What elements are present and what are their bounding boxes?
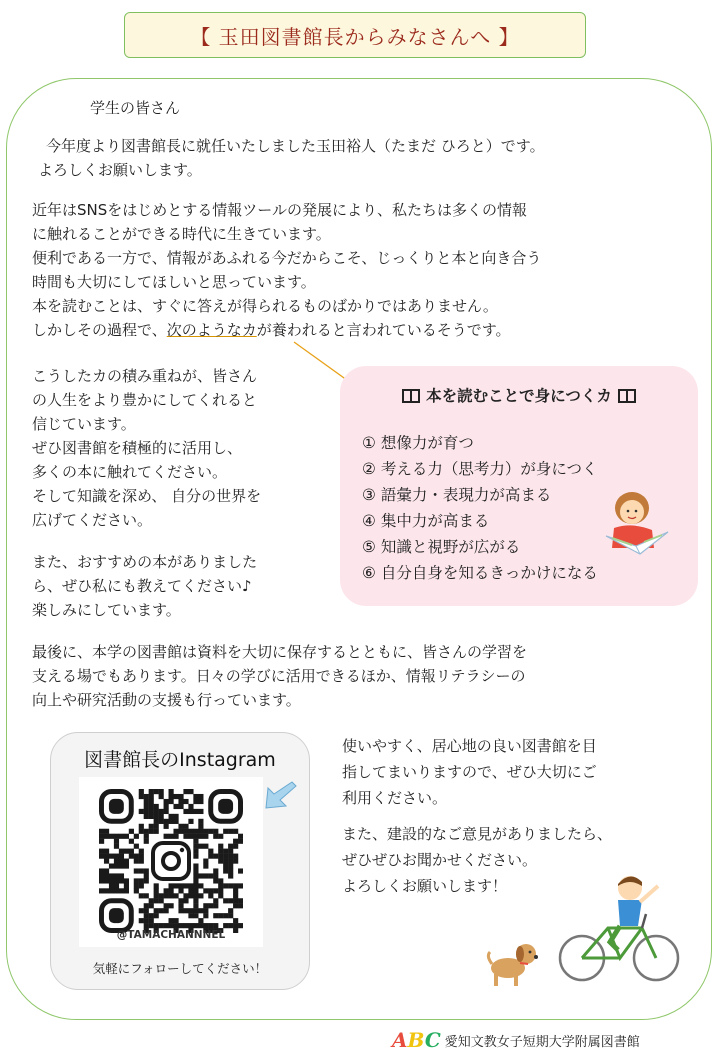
list-item: ① 想像力が育つ — [362, 434, 474, 452]
para1-line-2: に触れることができる時代に生きています。 — [32, 225, 331, 243]
closing2-line-3: よろしくお願いします！ — [342, 877, 508, 895]
closing1-line-3: 利用ください。 — [342, 789, 448, 807]
para2-line-1: こうしたカの積み重ねが、皆さん — [32, 367, 258, 385]
follow-text: 気軽にフォローしてください！ — [92, 961, 268, 976]
para4-line-3: 向上や研究活動の支援も行っています。 — [32, 691, 301, 709]
para2-line-6: そして知識を深め、 自分の世界を — [32, 487, 262, 505]
list-item: ④ 集中力が高まる — [362, 512, 490, 530]
salutation: 学生の皆さん — [90, 99, 181, 117]
benefits-box — [340, 366, 698, 606]
logo-letter-b: B — [407, 1028, 425, 1052]
footer-text: 愛知文教女子短期大学附属図書館 — [444, 1034, 640, 1050]
footer — [392, 1026, 640, 1054]
para1-line-1: 近年はSNSをはじめとする情報ツールの発展により、私たちは多くの情報 — [32, 201, 527, 219]
closing1-line-2: 指してまいりますので、ぜひ大切にご — [342, 763, 597, 781]
benefits-list — [362, 430, 598, 586]
highlighted-phrase: 次のようなカ — [166, 321, 257, 339]
list-item: ③ 語彙力・表現力が高まる — [362, 486, 552, 504]
para2-line-3: 信じています。 — [32, 415, 136, 433]
book-icon — [618, 389, 636, 403]
intro-line-1: 今年度より図書館長に就任いたしました玉田裕人（たまだ ひろと）です。 — [46, 137, 545, 155]
para1-line-3: 便利である一方で、情報があふれる今だからこそ、じっくりと本と向き合う — [32, 249, 542, 267]
page-title: 【 玉田図書館長からみなさんへ 】 — [190, 24, 520, 49]
benefits-title-row — [340, 384, 698, 406]
list-item: ② 考える力（思考力）が身につく — [362, 460, 598, 478]
para2-line-4: ぜひ図書館を積極的に活用し、 — [32, 439, 243, 457]
camera-icon — [153, 843, 189, 879]
para4-line-1: 最後に、本学の図書館は資料を大切に保存するとともに、皆さんの学習を — [32, 643, 528, 661]
para2-line-2: の人生をより豊かにしてくれると — [32, 391, 258, 409]
instagram-card — [50, 732, 310, 990]
arrow-icon — [262, 778, 298, 812]
logo-letter-c: C — [424, 1028, 441, 1052]
para3-line-1: また、おすすめの本がありました — [32, 553, 258, 571]
para1-line-6-after: が養われると言われているそうです。 — [256, 321, 511, 339]
para3-line-2: ら、ぜひ私にも教えてください♪ — [32, 577, 252, 595]
para1-line-4: 時間も大切にしてほしいと思っています。 — [32, 273, 316, 291]
list-item: ⑥ 自分自身を知るきっかけになる — [362, 564, 598, 582]
list-item: ⑤ 知識と視野が広がる — [362, 538, 521, 556]
qr-card — [79, 777, 263, 947]
instagram-handle: @TAMACHANNNEL — [116, 929, 226, 941]
dog-illustration — [484, 934, 546, 990]
abc-logo — [392, 1028, 441, 1052]
cyclist-illustration — [558, 866, 684, 990]
closing2-line-1: また、建設的なご意見がありましたら、 — [342, 825, 613, 843]
para4-line-2: 支える場でもあります。日々の学びに活用できるほか、情報リテラシーの — [32, 667, 526, 685]
closing1-line-1: 使いやすく、居心地の良い図書館を目 — [342, 737, 597, 755]
para2-line-7: 広げてください。 — [32, 511, 153, 529]
para3-line-3: 楽しみにしています。 — [32, 601, 181, 619]
qr-code[interactable] — [99, 789, 243, 933]
instagram-title: 図書館長のInstagram — [84, 749, 276, 771]
benefits-title: 本を読むことで身につくカ — [426, 387, 612, 405]
para1-line-5: 本を読むことは、すぐに答えが得られるものばかりではありません。 — [32, 297, 498, 315]
reading-child-illustration — [602, 488, 674, 560]
page-title-box — [124, 12, 586, 58]
para1-line-6 — [32, 318, 511, 342]
closing2-line-2: ぜひぜひお聞かせください。 — [342, 851, 538, 869]
logo-letter-a: A — [392, 1028, 408, 1052]
para2-line-5: 多くの本に触れてください。 — [32, 463, 228, 481]
book-icon — [402, 389, 420, 403]
intro-line-2: よろしくお願いします。 — [38, 161, 202, 179]
para1-line-6-before: しかしその過程で、 — [32, 321, 167, 339]
